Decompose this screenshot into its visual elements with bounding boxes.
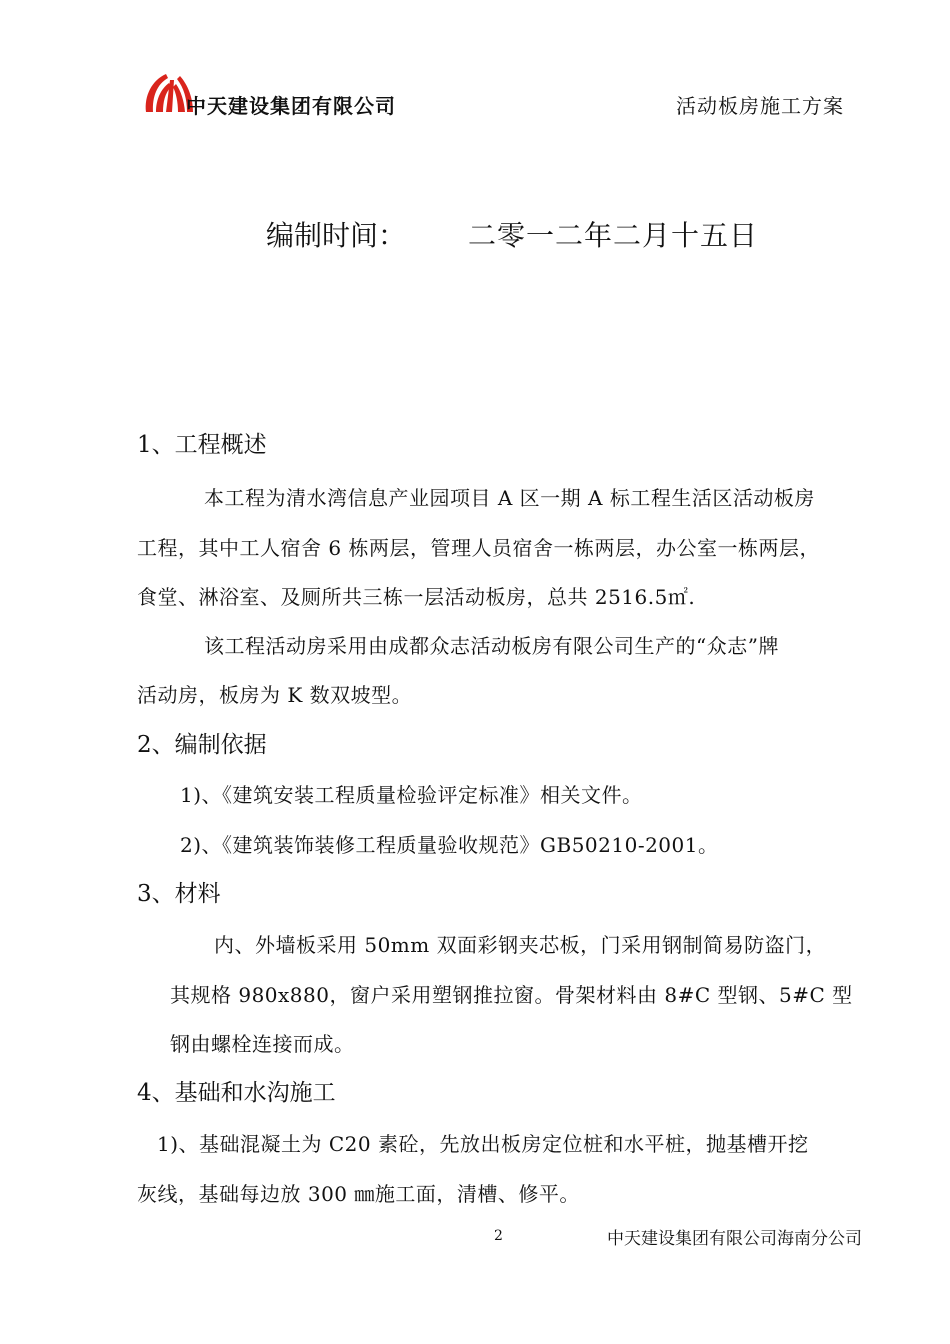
section-heading-basis: 2、编制依据 (137, 732, 267, 758)
paragraph-line: 该工程活动房采用由成都众志活动板房有限公司生产的“众志”牌 (204, 634, 779, 658)
paragraph-line: 食堂、淋浴室、及厕所共三栋一层活动板房，总共 2516.5㎡. (137, 585, 696, 609)
paragraph-line: 灰线，基础每边放 300 ㎜施工面，清槽、修平。 (137, 1182, 580, 1206)
header-doc-title: 活动板房施工方案 (676, 94, 844, 118)
footer-company-name: 中天建设集团有限公司海南分公司 (607, 1229, 862, 1249)
paragraph-line: 工程，其中工人宿舍 6 栋两层，管理人员宿舍一栋两层，办公室一栋两层， (137, 536, 820, 560)
paragraph-line: 钢由螺栓连接而成。 (170, 1032, 355, 1056)
list-item: 2)、《建筑装饰装修工程质量验收规范》GB50210-2001。 (180, 833, 719, 857)
paragraph-line: 1)、基础混凝土为 C20 素砼，先放出板房定位桩和水平桩，抛基槽开挖 (157, 1132, 809, 1156)
paragraph-line: 内、外墙板采用 50mm 双面彩钢夹芯板，门采用钢制简易防盗门， (214, 933, 827, 957)
date-label: 编制时间： (266, 219, 407, 252)
section-heading-materials: 3、材料 (137, 881, 221, 907)
section-heading-overview: 1、工程概述 (137, 432, 267, 458)
section-heading-foundation: 4、基础和水沟施工 (137, 1080, 336, 1106)
date-value: 二零一二年二月十五日 (468, 219, 759, 252)
paragraph-line: 本工程为清水湾信息产业园项目 A 区一期 A 标工程生活区活动板房 (204, 486, 815, 510)
page-number: 2 (494, 1228, 503, 1244)
list-item: 1)、《建筑安装工程质量检验评定标准》相关文件。 (180, 783, 643, 807)
header-company-name: 中天建设集团有限公司 (186, 94, 396, 118)
paragraph-line: 活动房，板房为 K 数双坡型。 (137, 683, 413, 707)
paragraph-line: 其规格 980x880，窗户采用塑钢推拉窗。骨架材料由 8#C 型钢、5#C 型 (170, 983, 853, 1007)
